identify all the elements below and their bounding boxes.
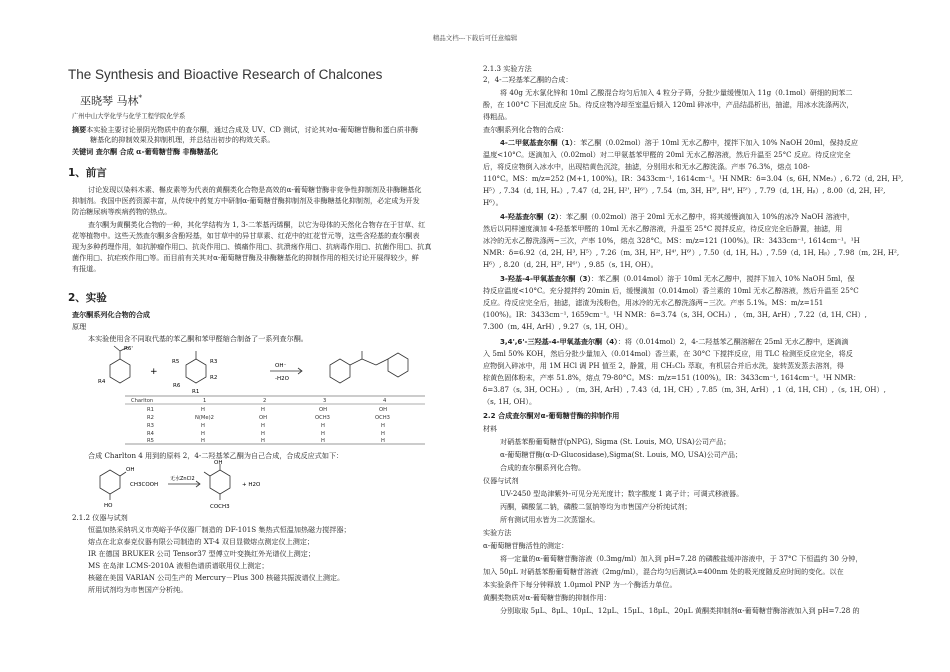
step1-line: 将 40g 无水氯化锌和 10ml 乙酸混合均匀后加入 4 粒分子筛，分批少量缓慢加入 11g（0.1mol）研细的间苯二 (500, 88, 853, 97)
series-title: 查尔酮系列化合物的合成： (483, 125, 569, 134)
intro-p1-line-1: 讨论发现以染料木素、槲皮素等为代表的黄酮类化合物是高效的α-葡萄糖苷酶非竞争性抑制剂及非酶糖基化 (88, 185, 422, 194)
table-header-2: 2 (263, 398, 267, 404)
label-oh-2: OH (214, 460, 223, 466)
label-r3: R3 (210, 359, 218, 365)
compound-2-line: 冰冷的无水乙醇洗涤两~三次，产率 10%，熔点 328°C。MS：m/z=121 (100%)。IR：3433cm⁻¹, 1614cm⁻¹。¹H (483, 236, 860, 245)
intro-p2-line-2: 花等植物中。这些天然查尔酮多含酚羟基，如甘草中的异甘草素、红花中的红花苷元等，这些含羟基的查尔酮表 (72, 231, 420, 240)
material-item: α-葡萄糖苷酶(α-D-Glucosidase),Sigma(St. Louis, MO, USA)公司产品； (500, 450, 743, 459)
abstract-line-1 (72, 125, 418, 134)
table-cell: OH (259, 415, 267, 421)
reagent-acetic-acid: CH3COOH (130, 482, 159, 488)
authors (80, 92, 142, 108)
acetophenone-ring (110, 359, 130, 383)
intro-p2-line-5: 有报道。 (72, 264, 101, 273)
table-cell: H (381, 438, 385, 444)
instrument-item: MS 在岛津 LCMS-2010A 液相色谱质谱联用仪上测定； (88, 561, 269, 570)
author-mark: * (138, 94, 142, 102)
compound-4-line: δ=3.87（s, 3H, OCH₃）, （m, 3H, ArH）, 7.43（d, 1H, CH）, 7.85（m, 3H, ArH）, 1（d, 1H, CH）,（s, 1H, OH）, (483, 385, 886, 394)
resorcinol-ring (100, 470, 120, 494)
table-cell: H (261, 407, 265, 413)
activity-title: α-葡萄糖苷酶活性的测定： (483, 541, 569, 550)
chalcone-ring-a (330, 359, 350, 383)
instrument-item: 核磁在美国 VARIAN 公司生产的 Mercury－Plus 300 核磁共振波谱仪上测定。 (88, 573, 345, 582)
keywords-line (72, 147, 218, 156)
table-header-0: Charlton (131, 398, 154, 404)
catalyst-label: 无水ZnCl2 (170, 476, 195, 482)
label-ho: HO (104, 503, 113, 509)
compound-3-line: (100%)。IR：3433cm⁻¹, 1659cm⁻¹。¹H NMR：δ=3.74（s, 3H, OCH₃）, （m, 3H, ArH）, 7.22（d, 1H, CH）, (483, 310, 867, 319)
instrument-item: 恒温加热采纳巩义市英峪予华仪器厂制造的 DF-101S 集热式恒温加热磁力搅拌器； (88, 525, 351, 534)
intro-p1-line-2: 抑制剂。我国中医药资源丰富，从传统中药复方中研制α-葡萄糖苷酶抑制剂及非酶糖基化抑制剂，必定成为开发 (72, 196, 420, 205)
table-cell: H (321, 431, 325, 437)
table-cell: H (381, 423, 385, 429)
inst-item: 丙酮，磷酸氢二钠，磷酸二氢钠等均为市售国产分析纯试剂； (500, 502, 692, 511)
compound-3-line: 7.300（m, 4H, ArH）, 9.27（s, 1H, OH）。 (483, 322, 633, 331)
scheme-intro: 合成 Charlton 4 用到的原料 2，4-二羟基苯乙酮为自己合成，合成反应式如下： (88, 451, 344, 460)
step1-title: 2，4-二羟基苯乙酮的合成： (483, 75, 573, 84)
compound-3-name: 3-羟基-4-甲氧基查尔酮（3） (500, 274, 592, 283)
plus-sign: + (150, 367, 158, 377)
activity-line: 将一定量的α-葡萄糖苷酶溶液（0.3mg/ml）加入到 pH=7.28 的磷酸盐缓冲溶液中，于 37°C 下恒温约 30 分钟， (500, 554, 863, 563)
compound-4-line (500, 337, 848, 346)
compound-4-text: ：将（0.014mol）2，4-二羟基苯乙酮溶解在 25ml 无水乙醇中，逐滴滴 (617, 337, 849, 346)
inhibition-title: 黄酮类物质对α-葡萄糖苷酶的抑制作用： (483, 593, 611, 602)
compound-2-name: 4-羟基查尔酮（2） (500, 212, 559, 221)
material-item: 对硝基苯酚葡萄糖苷(pNPG), Sigma (St. Louis, MO, USA)公司产品； (500, 437, 731, 446)
compound-1-line (500, 138, 858, 147)
header-note: 精品文档---下载后可任意编辑 (432, 34, 518, 42)
table-cell: H (201, 438, 205, 444)
table-header-4: 4 (383, 398, 387, 404)
substituent-table (125, 395, 425, 445)
step1-line: 得粗品。 (483, 112, 512, 121)
product-water: + H2O (242, 482, 261, 488)
table-header-3: 3 (323, 398, 327, 404)
compound-2-text: ：苯乙酮（0.02mol）溶于 20ml 无水乙醇中，将其缓慢滴加入 10%的冰冷 NaOH 溶液中， (558, 212, 855, 221)
chalcone-scheme (80, 343, 460, 395)
table-cell: H (261, 431, 265, 437)
table-header-1: 1 (203, 398, 207, 404)
table-cell: R5 (147, 438, 154, 444)
compound-4-line: 应物倒入碎冰中，用 1M HCl 调 PH 值至 2，静置，用 CH₂Cl₂ 萃取，有机层合并后水洗，旋转蒸发蒸去溶剂，得 (483, 361, 844, 370)
keywords: 查尔酮 合成 α-葡萄糖苷酶 非酶糖基化 (95, 147, 218, 156)
inst-item: 所有测试用水皆为二次蒸馏水。 (500, 515, 600, 524)
method-label: 实验方法 (483, 528, 512, 537)
table-cell: H (261, 438, 265, 444)
compound-4-line: （s, 1H, OH）。 (483, 397, 537, 406)
instrument-item: 所用试剂均为市售国产分析纯。 (88, 585, 188, 594)
section-2-heading: 2、实验 (68, 292, 107, 304)
intro-p1-line-3: 防治糖尿病等疾病药物的热点。 (72, 207, 172, 216)
compound-4-name: 3,4',6'-三羟基-4-甲氧基查尔酮（4） (500, 337, 618, 346)
table-cell: OCH3 (315, 415, 330, 421)
label-r5: R5 (172, 359, 180, 365)
label-coch3: COCH3 (210, 504, 230, 510)
author-names: 巫晓琴 马林 (80, 94, 139, 108)
compound-1-line: 温度<10°C。逐滴加入（0.02mol）对二甲氨基苯甲醛的 20ml 无水乙醇溶液，然后升温至 25°C 反应。待反应完全 (483, 150, 851, 159)
compound-1-line: H⁶）。 (483, 198, 503, 207)
table-cell: H (201, 423, 205, 429)
table-cell: H (201, 407, 205, 413)
activity-line: 本实验条件下每分钟释放 1.0μmol PNP 为一个酶活力单位。 (483, 580, 677, 589)
compound-2-line: 然后以同样速度滴加 4-羟基苯甲醛的 10ml 无水乙醇溶液，升温至 25°C 搅拌反应，待反应完全后静置，抽滤，用 (483, 224, 843, 233)
table-cell: H (321, 438, 325, 444)
resorcinol-scheme (90, 460, 310, 512)
compound-2-line: H⁶）, 8.20（d, 2H, H²', H⁶'）, 9.85（s, 1H, OH）。 (483, 260, 658, 269)
activity-line: 加入 50μL 对硝基苯酚葡萄糖苷溶液（2mg/ml），混合均匀后测试λ=400nm 处的吸光度随反应时间的变化。以在 (483, 567, 844, 576)
benzaldehyde-ring (186, 359, 206, 383)
label-r6p: R6' (124, 346, 133, 352)
compound-1-name: 4-二甲氨基查尔酮（1） (500, 138, 574, 147)
label-r6: R6 (173, 383, 181, 389)
abstract-text-1: 本实验主要讨论景阴光物质中的查尔酮，通过合成及 UV、CD 测试，讨论其对α-葡萄糖苷酶和蛋白质非酶 (86, 125, 419, 134)
abstract-line-2: 糖基化的抑制效果及抑制机理，并总结出初步的构效关系。 (90, 135, 275, 144)
table-cell: H (201, 431, 205, 437)
section-1-heading: 1、前言 (68, 167, 107, 179)
table-cell: R2 (147, 415, 154, 421)
compound-2-line: NMR：δ=6.92（d, 2H, H³, H⁵）, 7.26（m, 3H, H²', H⁴', H⁶'）, 7.50（d, 1H, Hₐ）, 7.59（d, 1H, Hᵦ）, 7.98（m, 2H, H², (483, 248, 900, 257)
chalcone-ring-b (388, 353, 408, 377)
compound-4-line: 棕黄色固体粉末，产率 51.8%，熔点 79-80°C。MS：m/z=151 (100%)。IR：3433cm⁻¹, 1614cm⁻¹。¹H NMR： (483, 373, 861, 382)
table-cell: H (381, 431, 385, 437)
table-cell: OH (319, 407, 327, 413)
compound-3-line (500, 274, 855, 283)
table-cell: R1 (147, 407, 154, 413)
label-r2: R2 (210, 375, 218, 381)
intro-p2-line-3: 现为多种药理作用，如抗肿瘤作用□、抗炎作用□、镇痛作用□、抗溃疡作用□、抗病毒作用□、抗菌作用□、抗真 (72, 242, 432, 251)
principle-text: 本实验使用含不同取代基的苯乙酮和苯甲醛缩合制备了一系列查尔酮。 (88, 334, 308, 343)
compound-2-line (500, 212, 854, 221)
subsec-chalcones: 查尔酮系列化合物的合成 (72, 310, 151, 319)
inhibition-line: 分别取取 5μL、8μL、10μL、12μL、15μL、18μL、20μL 黄酮类抑制剂α-葡萄糖苷酶溶液加入到 pH=7.28 的 (500, 606, 860, 615)
instruments-reagents-label: 仪器与试剂 (483, 476, 519, 485)
table-cell: R4 (147, 431, 154, 437)
compound-1-line: 110°C。MS：m/z=252 (M+1, 100%)。IR：3433cm⁻¹, 1614cm⁻¹。¹H NMR：δ=3.04（s, 6H, NMe₂）, 6.72（d, 2H, H³, (483, 174, 904, 183)
compound-1-text: ：苯乙酮（0.02mol）溶于 10ml 无水乙醇中，搅拌下加入 10% NaOH 20ml，保持反应 (573, 138, 858, 147)
label-h2o: -H2O (275, 376, 289, 382)
table-cell: H (321, 423, 325, 429)
method-heading: 2.1.3 实验方法 (483, 64, 532, 73)
label-r1: R1 (192, 389, 200, 395)
compound-1-line: 后，将反应物倒入冰水中，出现桔黄色沉淀，抽滤，分别用水和无水乙醇洗涤。产率 76.3%，熔点 108- (483, 162, 810, 171)
abstract-label: 摘要 (72, 125, 87, 134)
compound-3-text: ：苯乙酮（0.014mol）溶于 10ml 无水乙醇中，搅拌下加入 10% NaOH 5ml，保 (591, 274, 855, 283)
instruments-heading: 2.1.2 仪器与试剂 (72, 513, 128, 522)
intro-p2-line-4: 菌作用□、抗疟疾作用□等。而目前有关其对α-葡萄糖苷酶及非酶糖基化的抑制作用的相关讨论开展得较少，鲜 (72, 253, 419, 262)
compound-3-line: 反应。待反应完全后，抽滤，滤渣为浅粉色，用冰冷的无水乙醇洗涤两~三次。产率 5.1%。MS：m/z=151 (483, 298, 824, 307)
intro-p2-line-1: 查尔酮为黄酮类化合物的一种，其化学结构为 1, 3-二苯基丙烯酮，以它为母体的天然化合物存在于甘草、红 (88, 220, 426, 229)
step1-line: 酚，在 100°C 下回流反应 5h。待反应物冷却至室温后倾入 120ml 碎冰中，产品结晶析出，抽滤，用冰水洗涤两次， (483, 100, 854, 109)
compound-1-line: H⁵）, 7.34（d, 1H, Hₐ）, 7.47（d, 2H, H²', H⁶'）, 7.54（m, 3H, H³', H⁴', H⁵'）, 7.79（d, 1H, Hᵦ）, 8.00（d, 2H, H², (483, 186, 886, 195)
table-cell: OCH3 (375, 415, 390, 421)
label-oh: OH⁻ (275, 363, 287, 369)
paper-title: The Synthesis and Bioactive Research of Chalcones (68, 67, 383, 82)
material-item: 合成的查尔酮系列化合物。 (500, 463, 586, 472)
table-cell: R3 (147, 423, 154, 429)
inst-item: UV-2450 型岛津紫外-可见分光光度计；数字酸度 1 离子计；可调式移液器。 (500, 489, 744, 498)
table-cell: OH (379, 407, 387, 413)
section-2-2-heading: 2.2 合成查尔酮对α-葡萄糖苷酶的抑制作用 (483, 411, 620, 420)
table-cell: N(Me)2 (195, 415, 214, 421)
table-cell: H (261, 423, 265, 429)
principle-label: 原理 (72, 322, 87, 331)
compound-3-line: 持反应温度<10°C。充分搅拌约 20min 后，缓慢滴加（0.014mol）香兰素的 10ml 无水乙醇溶液，然后升温至 25°C (483, 286, 859, 295)
product-ring (210, 470, 230, 494)
instrument-item: IR 在德国 BRUKER 公司 Tensor37 型傅立叶变换红外光谱仪上测定； (88, 549, 315, 558)
compound-4-line: 入 5ml 50% KOH，然后分批少量加入（0.014mol）香兰素，在 30°C 下搅拌反应，用 TLC 检测至反应完全，将反 (483, 349, 853, 358)
affiliation: 广州中山大学化学与化学工程学院化学系 (72, 113, 186, 120)
instrument-item: 熔点在北京泰克仪器有限公司制造的 XT-4 双目显微熔点测定仪上测定； (88, 537, 315, 546)
keywords-label: 关键词 (72, 147, 94, 156)
label-oh-1: OH (126, 467, 135, 473)
label-r4: R4 (98, 379, 106, 385)
materials-label: 材料 (483, 424, 498, 433)
